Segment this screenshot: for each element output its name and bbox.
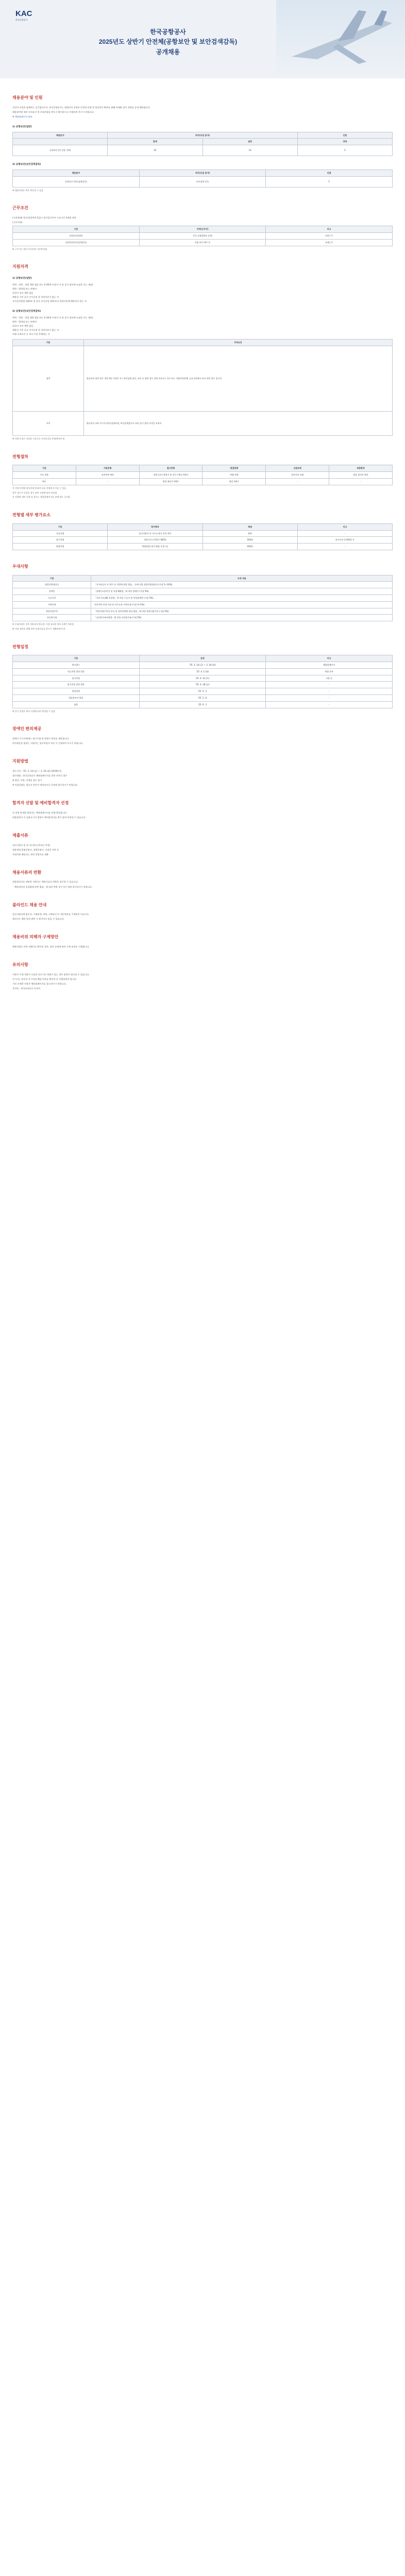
section-preference [12, 564, 393, 631]
table-header: 구분 [13, 340, 84, 346]
note: ※ 우대사항은 중복 적용되지 않으며, 가장 유리한 항목 1개만 적용함 [12, 623, 74, 626]
section-title: 우대사항 [12, 564, 28, 569]
table-header: 우대 내용 [91, 575, 393, 582]
table-caption: 2) 공항보안(보안검색감독) [12, 163, 41, 166]
header-banner [0, 0, 405, 78]
conditions-table [12, 226, 393, 246]
table-cell: - [76, 478, 139, 485]
table-cell: '25. 4. 1.(화) [139, 668, 266, 675]
process-table [12, 465, 393, 485]
section-title: 지원자격 [12, 264, 28, 269]
recruit-table-screening [12, 170, 393, 188]
section-details [12, 512, 393, 550]
table-cell: 5 [266, 176, 393, 187]
table-header: 비고 [297, 523, 392, 530]
section-announce [12, 800, 393, 819]
table-cell: 개별 통보 [266, 668, 393, 675]
section-title: 유의사항 [12, 962, 28, 968]
sub-title: 1) 공항보안(일반) [12, 277, 32, 280]
table-cell: 채용홈페이지 [266, 662, 393, 669]
table-header: 구분 [13, 655, 140, 662]
section-conditions [12, 205, 393, 250]
section-apply [12, 758, 393, 787]
table-cell: 「국민기초생활 보장법」에 의한 수급자 및 차상위계층 (가점 5%) [91, 595, 393, 601]
table-cell: 북한이탈주민 [13, 608, 91, 615]
content [0, 78, 405, 990]
para: 접수방법 : 한국공항공사 채용홈페이지를 통한 온라인 접수 [12, 774, 68, 777]
para: 블라인드 채용 원칙 위반 시 불이익이 있을 수 있습니다. [12, 918, 64, 921]
table-cell: 다문화가족 [13, 615, 91, 621]
table-cell: 「북한이탈주민의 보호 및 정착지원에 관한 법률」에 의한 북한이탈주민 (가점 5%) [91, 608, 393, 615]
para: 입사지원서 및 자기소개서 (온라인 작성) [12, 843, 50, 846]
table-cell: 주요 내용 [13, 472, 76, 479]
table-cell: '25. 3. 14.(금) ~ 3. 24.(월) [139, 662, 266, 669]
section-intro [12, 95, 393, 192]
table-cell: 직업기초능력평가 (NCS) [108, 537, 202, 544]
table-cell: 공항보안 (보안검색감독) [13, 176, 140, 187]
table-cell: 자격 [13, 411, 84, 435]
table-cell: 입사지원서 및 자기소개서 적격 여부 [108, 530, 202, 537]
section-title: 제출서류 [12, 833, 28, 838]
table-cell: 15 [108, 145, 202, 156]
table-header: 배점 [202, 523, 297, 530]
table-cell: 원서접수 [13, 662, 140, 669]
table-cell: 2 [297, 145, 392, 156]
table-cell: 최종 1배수 [202, 478, 266, 485]
table-cell: 임용 [13, 701, 140, 708]
header-logo [15, 8, 32, 22]
table-subheader [13, 139, 108, 145]
table-cell: '25. 5. 중 [139, 688, 266, 695]
para: 최종합격자 중 임용포기자 발생시 예비합격자를 추가 합격 처리할 수 있습니다. [12, 816, 86, 819]
table-cell: 최종 합격자 발표 [329, 472, 393, 479]
org-name: 한국공항공사 [150, 28, 186, 36]
para: 접수기간 : '25. 3. 14.(금) ~ 3. 24.(월) 18:00까지 [12, 769, 62, 772]
table-header: 자격요건 [83, 340, 392, 346]
table-cell: 공항보안(일반) [13, 232, 140, 239]
table-cell: - [297, 530, 392, 537]
list-item: 채용일 기준 공사 인사규정 상 결격사유가 없는 자 [12, 295, 59, 298]
sub-title: 2) 공항보안(보안검색감독) [12, 310, 41, 313]
para: (고용형태) 정규직(일반직 5급) / 입사일로부터 수습기간 3개월 적용 [12, 216, 76, 219]
logo-mark: KAC [15, 9, 32, 18]
list-item: 채용일 기준 공사 인사규정 상 결격사유가 없는 자 [12, 329, 59, 331]
table-cell: '25. 6. 중 [139, 701, 266, 708]
para: 편의제공을 원하는 지원자는 입사지원서 작성 시 신청하여 주시기 바랍니다. [12, 742, 83, 745]
list-item: 병역 : 병역필 또는 면제자 [12, 320, 37, 323]
table-cell: - [266, 695, 393, 702]
para: 응시자는 본인의 응시자격 해당 여부를 확인한 후 지원하여야 합니다. [12, 977, 77, 980]
para: 채용비위로 인한 피해자로 확인된 경우, 관련 규정에 따라 구제 조치를 시행합니다. [12, 945, 90, 948]
note: ※ 가점 적용을 위해 관련 증빙서류를 반드시 제출하여야 함 [12, 627, 65, 630]
para: 최종학력 졸업증명서, 경력증명서, 자격증 사본 등 [12, 848, 59, 851]
section-blind [12, 902, 393, 921]
section-title: 채용분야 및 인원 [12, 95, 43, 100]
table-cell: - [329, 478, 393, 485]
table-cell: - [266, 478, 329, 485]
note: ※ 근무지는 회사 인사운영 기준에 따름 [12, 247, 47, 250]
table-caption: 1) 공항보안(일반) [12, 125, 32, 128]
table-cell: 보안검색 감독 [139, 176, 266, 187]
table-header: 구분 [13, 523, 108, 530]
note: 각 전형 단계별 합격자에 한하여 다음 전형에 응시할 수 있음 [12, 486, 66, 489]
section-qualifications [12, 264, 393, 440]
para: 최종합격자를 제외한 지원자는 채용서류의 반환을 청구할 수 있습니다. [12, 880, 78, 884]
section-process [12, 454, 393, 499]
table-cell: - [266, 682, 393, 688]
para: 장애인 응시자에게는 필기시험 및 면접시 편의를 제공합니다. [12, 737, 70, 740]
table-cell: - [266, 701, 393, 708]
table-cell: 최종합격자 발표 [13, 695, 140, 702]
preference-table [12, 575, 393, 622]
section-verification [12, 870, 393, 889]
table-cell: '25. 4. 18.(금) [139, 682, 266, 688]
section-misc [12, 962, 393, 990]
table-cell: 공항보안 (전 공항 지역) [13, 145, 108, 156]
table-header: 일정 [139, 655, 266, 662]
table-cell: 13 [202, 145, 297, 156]
section-schedule [12, 644, 393, 713]
table-cell: 역량 면접 [202, 472, 266, 479]
table-cell: 필기전형 결과 발표 [13, 682, 140, 688]
table-cell: 필기전형 [13, 675, 140, 682]
table-cell: 서류전형 결과 발표 [13, 668, 140, 675]
table-header: 채용분야 [13, 170, 140, 176]
list-item: 병역 : 병역필 또는 면제자 [12, 287, 37, 290]
page-subtitle: 공개채용 [156, 48, 180, 56]
recruit-table-general [12, 132, 393, 157]
section-disability [12, 726, 393, 745]
table-cell: 면접전형 [13, 544, 108, 550]
section-title: 전형별 세부 평가요소 [12, 513, 50, 518]
table-cell: 교대근무 [266, 239, 393, 246]
note: ※ 채용인원은 추후 변동될 수 있음 [12, 189, 43, 192]
para: 「채용절차의 공정화에 관한 법률」에 따라 반환 청구기간 내에 청구하시기 바랍니다. [12, 885, 93, 888]
table-cell: 항공보안 교육 이수자 (보안검색요원, 보안검색감독자 교육 등) / 관련 자격증 보유자 [83, 411, 392, 435]
para: 입사지원서에 출신지, 가족관계, 학력, 신체조건 등 개인정보를 기재하지 마십시오. [12, 913, 90, 916]
list-item: 학력 · 연령 · 성별 제한 없음 (단, 만 60세 이상인 자 및 공사 정년에 도달한 자는 제외) [12, 283, 93, 286]
section-title: 장애인 편의제공 [12, 726, 42, 732]
section-title: 블라인드 채용 안내 [12, 902, 47, 907]
para: 지원서 기재 내용이 사실과 다르거나 허위가 있는 경우 합격이 취소될 수 있습니다. [12, 973, 90, 976]
para: (근무지역) [12, 221, 23, 224]
table-header: 직무(모집 분야) [108, 132, 298, 139]
table-header: 비고 [266, 655, 393, 662]
para: 문의처 : 한국공항공사 인사처 [12, 987, 40, 990]
section-documents [12, 833, 393, 856]
table-header: 최종합격 [329, 465, 393, 472]
table-header: 인원 [266, 170, 393, 176]
table-header: 서류전형 [76, 465, 139, 472]
schedule-table [12, 655, 393, 708]
table-header: 지역(근무지) [139, 226, 266, 233]
table-cell: 결격사유 조회 [266, 472, 329, 479]
table-cell: 지역인재 [13, 601, 91, 608]
table-cell: 장애인 [13, 588, 91, 595]
header-titles [65, 28, 271, 57]
section-objection [12, 934, 393, 948]
table-cell: 적/부 [202, 530, 297, 537]
note: 평가 점수가 동점인 경우 관련 규정에 따라 처리함 [12, 491, 57, 494]
table-cell: 서울 등 [266, 675, 393, 682]
table-cell: 「다문화가족지원법」에 의한 다문화가족 (가점 5%) [91, 615, 393, 621]
table-cell: 필기전형 [13, 537, 108, 544]
table-cell: 「장애인고용촉진 및 직업재활법」에 의한 장애인 (가점 5%) [91, 588, 393, 595]
table-cell: 순환근무 [266, 232, 393, 239]
table-header: 직무(모집 분야) [139, 170, 266, 176]
table-cell: 직업기초능력평가 및 직무수행능력평가 [139, 472, 202, 479]
section-title: 전형일정 [12, 644, 28, 649]
table-header: 비고 [266, 226, 393, 233]
table-cell: 100점 [202, 544, 297, 550]
table-cell: 취업지원대상자 [13, 582, 91, 588]
table-subheader: 합계 [108, 139, 202, 145]
note: ※ 지원서 접수 마감일 기준으로 자격요건을 충족하여야 함 [12, 437, 65, 440]
qualification-table [12, 339, 393, 436]
para: 국민의 안전과 함께하는 공기업으로서, 한국공항공사는 대한민국 공항의 안전한 운영 및 항공보안 확보를 위해 아래와 같이 직원을 공개 채용합니다. [12, 106, 151, 109]
para: 채용분야별 세부 자격요건 및 우대사항을 반드시 확인하시고 지원하여 주시기 바랍니다. [12, 110, 94, 113]
table-subheader: 장애 [297, 139, 392, 145]
table-header: 필기전형 [139, 465, 202, 472]
table-cell: 면접 대상자 3배수 [139, 478, 202, 485]
table-subheader: 일반 [202, 139, 297, 145]
table-cell: 항공보안 관련 업무 경력 3년 이상인 자 / 보안검색 감독, 교육 등 관련 업무 경력 보유자 / 국가 또는 지방자치단체, 공공기관에서 보안 관련 업무 종사자 [83, 346, 392, 411]
section-title: 합격자 선발 및 예비합격자 선정 [12, 801, 69, 806]
table-cell: 전국 공항(14개 공항) [139, 232, 266, 239]
section-title: 근무조건 [12, 206, 28, 211]
table-cell: 의사소통·문제해결 등 [297, 537, 392, 544]
table-cell: '25. 4. 12.(토) [139, 675, 266, 682]
section-title: 채용서류의 반환 [12, 870, 42, 875]
table-cell: 저소득층 [13, 595, 91, 601]
table-header: 구분 [13, 575, 91, 582]
details-table [12, 523, 393, 550]
list-item: 학력 · 연령 · 성별 제한 없음 (단, 만 60세 이상인 자 및 공사 정년에 도달한 자는 제외) [12, 316, 93, 319]
airplane-illustration [276, 0, 405, 78]
list-item: 국가공무원법 제33조 및 공사 인사규정 제11조의 결격사유에 해당하지 않는 자 [12, 299, 87, 302]
para: 우대사항 해당자는 관련 증빙서류 제출 [12, 853, 49, 856]
para: ※ 마감일에는 접속자 폭주가 예상되므로 사전에 접수하시기 바랍니다. [12, 784, 78, 787]
table-cell: 경력 [13, 346, 84, 411]
table-cell: 배수 [13, 478, 76, 485]
table-header: 구분 [13, 226, 140, 233]
note: ※ 상기 일정은 회사 사정에 따라 변경될 수 있음 [12, 709, 56, 713]
table-header: 인원 [297, 132, 392, 139]
page-title: 2025년도 상반기 안전체(공항보안 및 보안검색감독) [98, 38, 238, 46]
section-title: 지원방법 [12, 759, 28, 764]
section-title: 채용비위 피해자 구제방안 [12, 935, 59, 940]
table-cell: 적격여부 판단 [76, 472, 139, 479]
table-cell: 이전지역 인재 가점 및 비수도권 지역인재 (가점 3~5%) [91, 601, 393, 608]
table-cell: 역량면접 (직무역량, 인성 등) [108, 544, 202, 550]
para: ※ 방문, 우편, 이메일 접수 불가 [12, 779, 42, 782]
table-header: 면접전형 [202, 465, 266, 472]
list-item: 외국어 성적 제한 없음 [12, 291, 33, 294]
logo-sub: 한국공항공사 [15, 18, 28, 21]
table-header: 신원조회 [266, 465, 329, 472]
table-cell: '25. 5. 말 [139, 695, 266, 702]
note: 각 전형별 세부 일정 및 장소는 채용홈페이지를 통해 별도 공지함 [12, 496, 70, 499]
table-cell: 면접전형 [13, 688, 140, 695]
section-title: 전형절차 [12, 454, 28, 459]
table-cell: 공항보안(보안검색감독) [13, 239, 140, 246]
recruit-homepage-link[interactable]: ※ 채용홈페이지 참조 [12, 115, 32, 118]
list-item: 아래 자격요건 중 하나 이상 충족하는 자 [12, 333, 50, 336]
table-cell: - [266, 688, 393, 695]
para: 각 전형 단계별 합격자는 채용홈페이지를 통해 발표합니다. [12, 811, 68, 814]
table-cell: 서울·부산·제주 등 [139, 239, 266, 246]
table-cell: 서류전형 [13, 530, 108, 537]
list-item: 외국어 성적 제한 없음 [12, 324, 33, 327]
para: 기타 자세한 사항은 채용홈페이지를 참고하시기 바랍니다. [12, 982, 67, 985]
table-header: 구분 [13, 465, 76, 472]
table-header: 채용분야 [13, 132, 108, 139]
table-header: 평가항목 [108, 523, 202, 530]
table-cell: - [297, 544, 392, 550]
table-cell: 「국가유공자 등 예우 및 지원에 관한 법률」 등에 의한 취업지원대상자 (가점 5~10%) [91, 582, 393, 588]
table-cell: 100점 [202, 537, 297, 544]
